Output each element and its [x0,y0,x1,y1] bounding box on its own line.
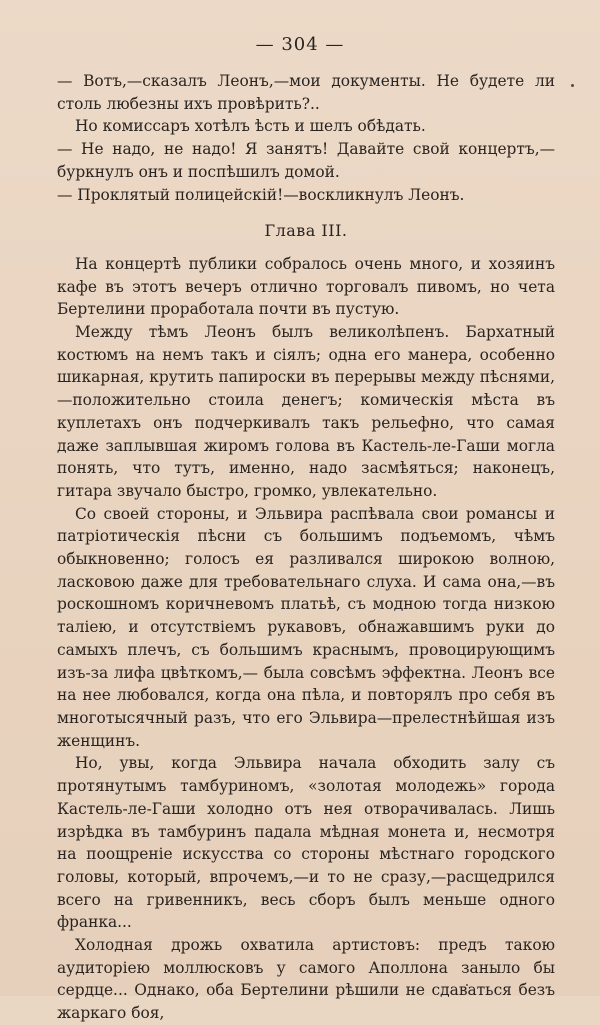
paragraph: — Не надо, не надо! Я занятъ! Давайте свой концертъ,— буркнулъ онъ и поспѣшилъ домой. [57,140,555,181]
paragraph: Со своей стороны, и Эльвира распѣвала свои романсы и патріотическія пѣсни съ большимъ подъемомъ, чѣмъ обыкновенно; голосъ ея разливался широкою волною, ласковою даже для требовательнаго слуха. И сама она,—въ роскошномъ коричневомъ платьѣ, съ модною тогда низкою таліею, и отсутствіемъ рукавовъ, обнажавшимъ руки до самыхъ плечъ, съ большимъ краснымъ, провоцирующимъ изъ-за лифа цвѣткомъ,— была совсѣмъ эффектна. Леонъ все на нее любовался, когда она пѣла, и повторялъ про себя въ многотысячный разъ, что его Эльвира—прелестнѣйшая изъ женщинъ. [57,504,555,750]
page-text [57,70,555,1025]
paragraph: Но, увы, когда Эльвира начала обходить залу съ протянутымъ тамбуриномъ, «золотая молодежь» города Кастель-ле-Гаши холодно отъ нея отворачивалась. Лишь изрѣдка въ тамбуринъ падала мѣдная монета и, несмотря на поощреніе искусства со стороны мѣстнаго городского головы, который, впрочемъ,—и то не сразу,—расщедрился всего на гривенникъ, весь сборъ былъ меньше одного франка... [57,754,555,932]
paragraph: Холодная дрожь охватила артистовъ: предъ такою аудиторіею моллюсковъ у самого Аполлона заныло бы сердце... Однако, оба Бертелини рѣшили не сдаваться безъ жаркаго боя, [57,936,555,1023]
chapter-heading: Глава III. [264,221,348,241]
paragraph: — Проклятый полицейскій!—воскликнулъ Леонъ. [57,185,465,204]
paragraph: На концертѣ публики собралось очень много, и хозяинъ кафе въ этотъ вечеръ отлично торговалъ пивомъ, но чета Бертелини проработала почти въ пустую. [57,254,555,319]
page-number: — 304 — [255,34,345,55]
ink-speck [571,84,574,87]
paragraph: — Вотъ,—сказалъ Леонъ,—мои документы. Не будете ли столь любезны ихъ провѣрить?.. [57,72,555,113]
paragraph: Но комиссаръ хотѣлъ ѣсть и шелъ обѣдать. [75,117,426,136]
paragraph: Между тѣмъ Леонъ былъ великолѣпенъ. Бархатный костюмъ на немъ такъ и сіялъ; одна его манера, особенно шикарная, крутить папироски въ перерывы между пѣснями,—положительно стоила денегъ; комическія мѣста въ куплетахъ онъ подчеркивалъ такъ рельефно, что самая даже заплывшая жиромъ голова въ Кастель-ле-Гаши могла понять, что тутъ, именно, надо засмѣяться; наконецъ, гитара звучало быстро, громко, увлекательно. [57,323,555,500]
